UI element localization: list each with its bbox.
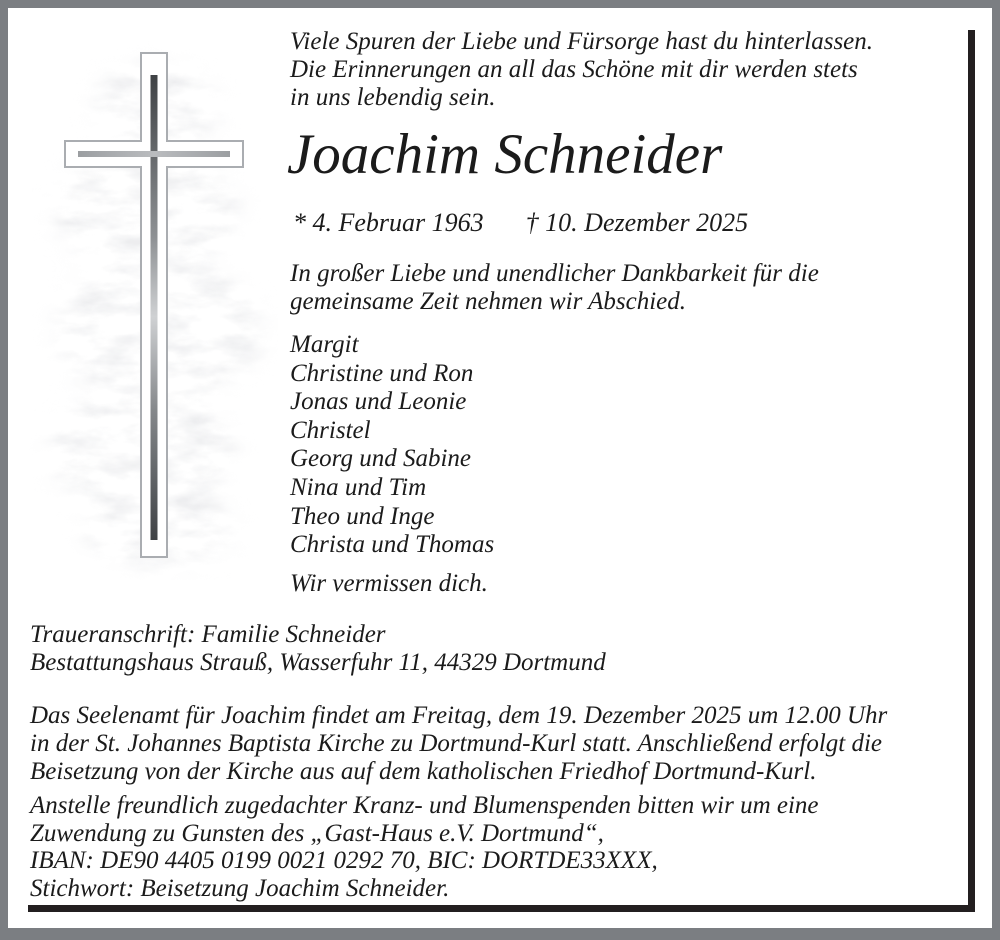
service-line: Beisetzung von der Kirche aus auf dem katholischen Friedhof Dortmund-Kurl. [30, 758, 817, 785]
mourner-name: Nina und Tim [290, 473, 427, 501]
farewell-text [290, 260, 819, 316]
deceased-name: Joachim Schneider [287, 123, 723, 186]
mourner-name: Christa und Thomas [290, 531, 495, 559]
opening-verse [290, 28, 873, 112]
death-date: † 10. Dezember 2025 [525, 208, 749, 237]
donation-line: Zuwendung zu Gunsten des „Gast-Haus e.V. Dortmund“, [30, 819, 604, 847]
closing-line: Wir vermissen dich. [290, 570, 488, 597]
mourner-name: Georg und Sabine [290, 445, 471, 473]
service-info [30, 702, 887, 786]
donation-line: Stichwort: Beisetzung Joachim Schneider. [30, 874, 450, 902]
cross-icon [28, 35, 278, 580]
donation-line: Anstelle freundlich zugedachter Kranz- und Blumenspenden bitten wir um eine [30, 792, 819, 819]
mourners-list [290, 331, 494, 560]
address-block [30, 621, 606, 677]
verse-line: in uns lebendig sein. [290, 84, 496, 111]
address-line: Traueranschrift: Familie Schneider [30, 621, 386, 648]
mourner-name: Jonas und Leonie [290, 388, 467, 416]
donation-line: IBAN: DE90 4405 0199 0021 0292 70, BIC: DORTDE33XXX, [30, 847, 658, 874]
farewell-line: In großer Liebe und unendlicher Dankbarkeit für die [290, 260, 819, 287]
frame-rule-right [968, 30, 975, 912]
life-dates [293, 208, 748, 238]
mourner-name: Margit [290, 331, 359, 358]
donation-info [30, 792, 819, 902]
mourner-name: Christel [290, 416, 371, 444]
verse-line: Viele Spuren der Liebe und Fürsorge hast du hinterlassen. [290, 28, 874, 55]
farewell-line: gemeinsame Zeit nehmen wir Abschied. [290, 288, 686, 315]
service-line: Das Seelenamt für Joachim findet am Freitag, dem 19. Dezember 2025 um 12.00 Uhr [30, 702, 888, 729]
mourner-name: Theo und Inge [290, 502, 435, 530]
mourner-name: Christine und Ron [290, 359, 474, 387]
address-line: Bestattungshaus Strauß, Wasserfuhr 11, 44329 Dortmund [30, 649, 606, 676]
verse-line: Die Erinnerungen an all das Schöne mit dir werden stets [290, 56, 858, 83]
frame-rule-bottom [28, 905, 975, 912]
service-line: in der St. Johannes Baptista Kirche zu Dortmund-Kurl statt. Anschließend erfolgt die [30, 730, 883, 757]
birth-date: * 4. Februar 1963 [293, 208, 484, 237]
